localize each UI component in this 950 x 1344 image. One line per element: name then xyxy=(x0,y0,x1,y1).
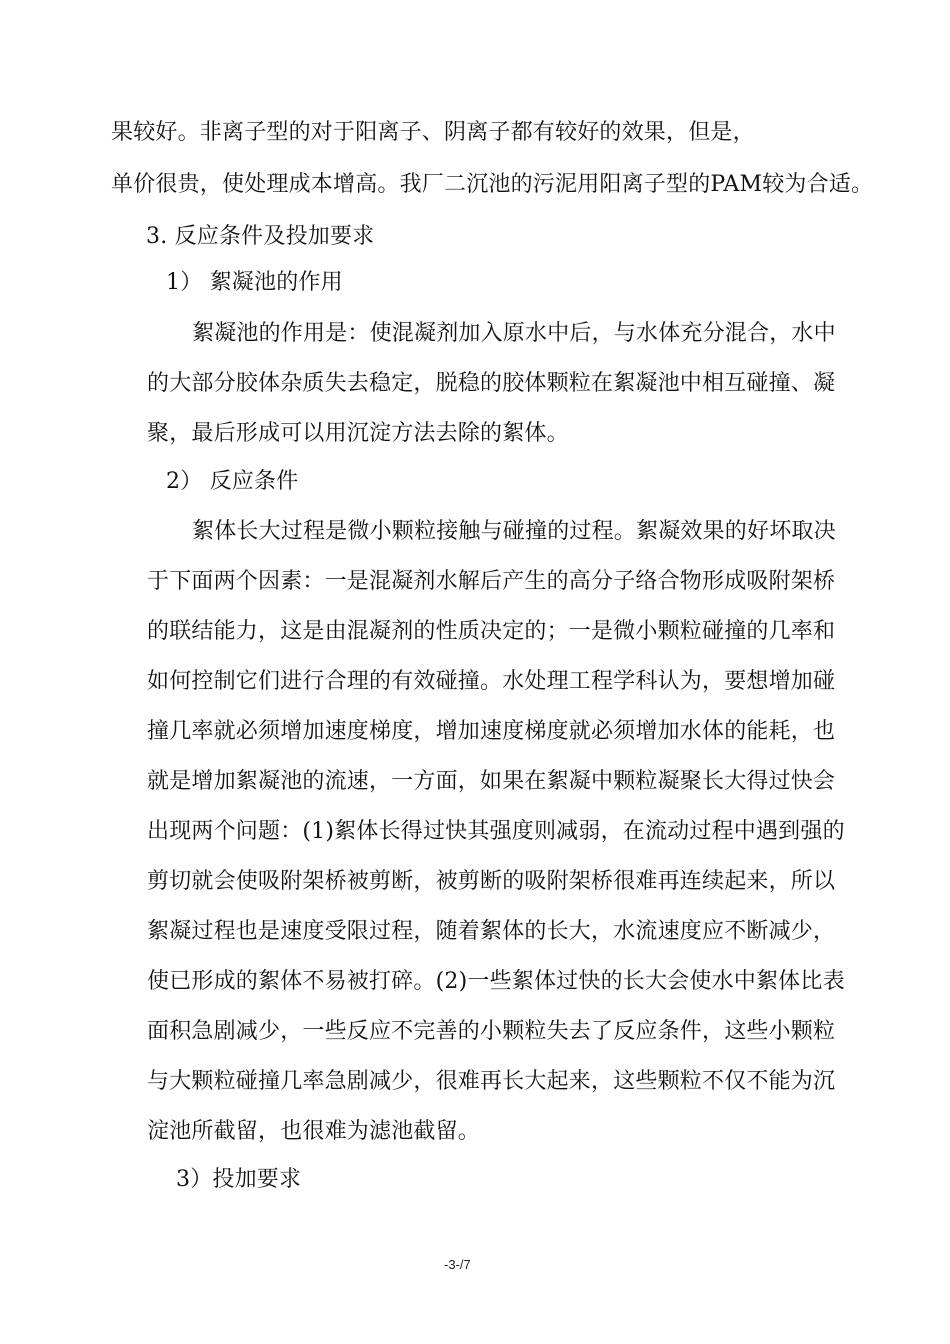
text-line: 淀池所截留，也很难为滤池截留。 xyxy=(147,1119,481,1144)
text-line: 面积急剧减少，一些反应不完善的小颗粒失去了反应条件，这些小颗粒 xyxy=(147,1019,836,1044)
text-line: 的大部分胶体杂质失去稳定，脱稳的胶体颗粒在絮凝池中相互碰撞、凝 xyxy=(147,371,836,396)
subsection-heading: 1） 絮凝池的作用 xyxy=(166,270,343,295)
text-line: 剪切就会使吸附架桥被剪断，被剪断的吸附架桥很难再连续起来，所以 xyxy=(147,869,836,894)
section-heading: 3. 反应条件及投加要求 xyxy=(146,224,375,249)
text-line: 聚，最后形成可以用沉淀方法去除的絮体。 xyxy=(147,421,569,446)
subsection-heading: 2） 反应条件 xyxy=(166,469,299,494)
text-line: 果较好。非离子型的对于阳离子、阴离子都有较好的效果，但是， xyxy=(111,120,755,145)
text-line: 就是增加絮凝池的流速，一方面，如果在絮凝中颗粒凝聚长大得过快会 xyxy=(147,769,836,794)
text-line: 于下面两个因素：一是混凝剂水解后产生的高分子络合物形成吸附架桥 xyxy=(147,569,836,594)
text-line: 出现两个问题：(1)絮体长得过快其强度则减弱，在流动过程中遇到强的 xyxy=(147,819,845,844)
page-number: -3-/7 xyxy=(444,1257,471,1272)
text-line: 絮凝过程也是速度受限过程，随着絮体的长大，水流速度应不断减少， xyxy=(147,919,836,944)
text-line: 絮凝池的作用是：使混凝剂加入原水中后，与水体充分混合，水中 xyxy=(192,321,836,346)
text-line: 撞几率就必须增加速度梯度，增加速度梯度就必须增加水体的能耗，也 xyxy=(147,719,836,744)
subsection-heading: 3）投加要求 xyxy=(176,1167,302,1192)
text-line: 如何控制它们进行合理的有效碰撞。水处理工程学科认为，要想增加碰 xyxy=(147,669,836,694)
text-line: 使已形成的絮体不易被打碎。(2)一些絮体过快的长大会使水中絮体比表 xyxy=(147,969,845,994)
text-line: 絮体长大过程是微小颗粒接触与碰撞的过程。絮凝效果的好坏取决 xyxy=(192,519,836,544)
text-line: 与大颗粒碰撞几率急剧减少，很难再长大起来，这些颗粒不仅不能为沉 xyxy=(147,1069,836,1094)
text-line: 单价很贵，使处理成本增高。我厂二沉池的污泥用阳离子型的PAM较为合适。 xyxy=(111,172,874,197)
text-line: 的联结能力，这是由混凝剂的性质决定的；一是微小颗粒碰撞的几率和 xyxy=(147,619,836,644)
